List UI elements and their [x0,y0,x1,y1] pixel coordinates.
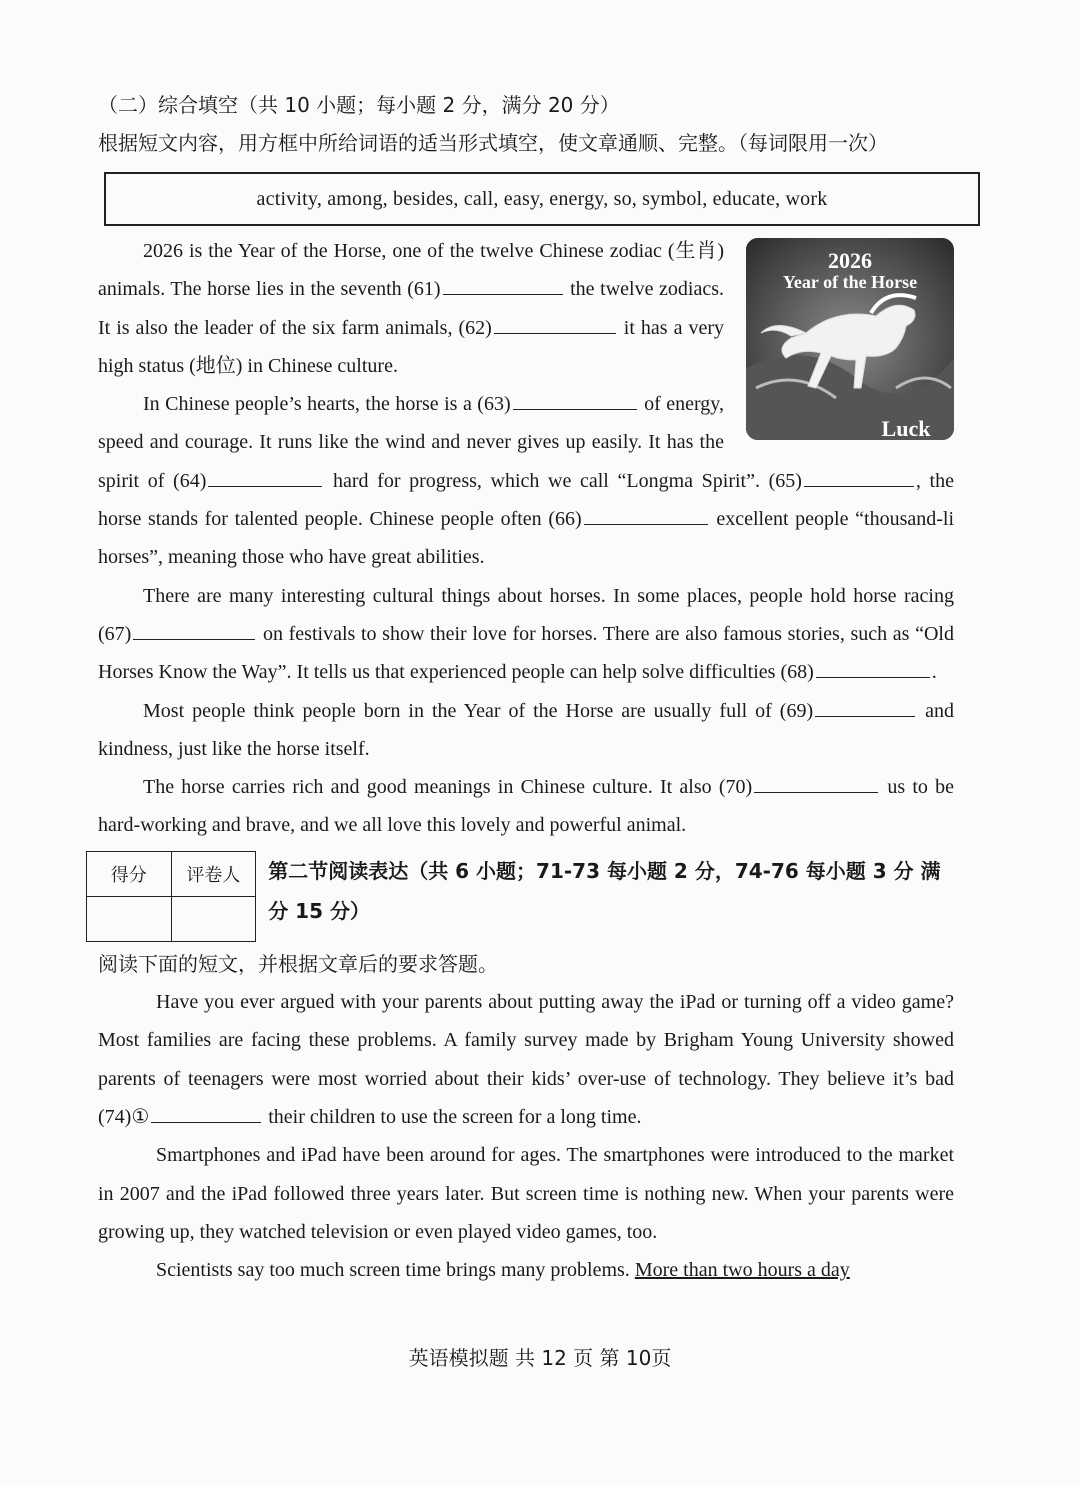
year-of-horse-image [746,238,954,440]
cloze-text: of energy, speed and courage. It runs like the wind and never gives up easily. It has the spirit of (64) [98,393,724,492]
exam-page [98,86,954,1289]
page-footer: 英语模拟题 共 12 页 第 10页 [408,1346,672,1370]
cloze-text: There are many interesting cultural things about horses. In some places, people hold horse racing (67) [98,584,954,645]
grader-cell[interactable] [171,896,256,941]
cloze-text: In Chinese people’s hearts, the horse is a (63) [143,393,511,416]
cloze-paragraph-4 [98,692,954,769]
image-title-horse: Year of the Horse [782,272,918,292]
score-table [86,851,256,942]
cloze-text: the twelve zodiacs. It is also the leader of the six farm animals, (62) [98,278,724,339]
cloze-paragraph-5 [98,768,954,845]
section-two-title: 第二节阅读表达（共 6 小题；71-73 每小题 2 分，74-76 每小题 3 分 满分 15 分） [268,858,941,923]
image-title-year: 2026 [828,248,872,273]
grader-header: 评卷人 [171,851,256,896]
section-two-header [98,851,954,941]
cloze-text: and kindness, just like the horse itself. [98,699,954,760]
blank-68[interactable] [816,657,930,678]
blank-66[interactable] [584,504,708,525]
image-bottom-text: Luck [881,416,931,440]
word-box [104,172,980,226]
score-cell[interactable] [87,896,172,941]
score-header: 得分 [87,851,172,896]
blank-65[interactable] [804,466,914,487]
cloze-text: 2026 is the Year of the Horse, one of the twelve Chinese zodiac (生肖) animals. The horse lies in the seventh (61) [98,240,724,301]
cloze-paragraph-3 [98,577,954,692]
cloze-text: hard for progress, which we call “Longma Spirit”. (65) [324,469,802,492]
cloze-text: it has a very high status (地位) in Chinese culture. [98,316,724,377]
reading-paragraph-3 [98,1251,954,1289]
word-box-text: activity, among, besides, call, easy, energy, so, symbol, educate, work [256,187,828,210]
blank-74-1[interactable] [151,1102,261,1123]
section-header: （二）综合填空（共 10 小题；每小题 2 分，满分 20 分） [98,93,620,117]
blank-61[interactable] [443,274,563,295]
cloze-text: Most people think people born in the Year of the Horse are usually full of (69) [143,699,814,722]
reading-paragraph-2: Smartphones and iPad have been around for ages. The smartphones were introduced to the market in 2007 and the iPad followed three years later. But screen time is nothing new. When your parents were growing up, they watched television or even played video games, too. [98,1144,954,1243]
blank-63[interactable] [513,389,637,410]
reading-paragraph-1 [98,983,954,1136]
blank-69[interactable] [815,696,915,717]
cloze-text: , the horse stands for talented people. Chinese people often (66) [98,469,954,531]
reading-text: Scientists say too much screen time brings many problems. [156,1259,635,1282]
blank-62[interactable] [494,313,616,334]
reading-instruction: 阅读下面的短文，并根据文章后的要求答题。 [98,951,498,976]
cloze-text: The horse carries rich and good meanings in Chinese culture. It also (70) [143,776,753,799]
cloze-text: . [931,661,937,684]
cloze-text: on festivals to show their love for horses. There are also famous stories, such as “Old Horses Know the Way”. It tells us that experienced people can help solve difficulties (68) [98,622,954,684]
underlined-sentence: More than two hours a day [634,1259,850,1282]
instruction: 根据短文内容，用方框中所给词语的适当形式填空，使文章通顺、完整。（每词限用一次） [98,131,888,155]
blank-64[interactable] [208,466,322,487]
cloze-text: us to be hard-working and brave, and we all love this lovely and powerful animal. [98,776,954,837]
blank-70[interactable] [754,772,878,793]
reading-text: their children to use the screen for a long time. [263,1105,642,1128]
cloze-text: excellent people “thousand-li horses”, meaning those who have great abilities. [98,508,954,569]
blank-67[interactable] [133,619,255,640]
reading-text: Have you ever argued with your parents about putting away the iPad or turning off a video game? Most families are facing these problems. A family survey made by Brigham Young University showed parents of teenagers were most worried about their kids’ over-use of technology. They believe it’s bad (74)① [98,991,954,1128]
